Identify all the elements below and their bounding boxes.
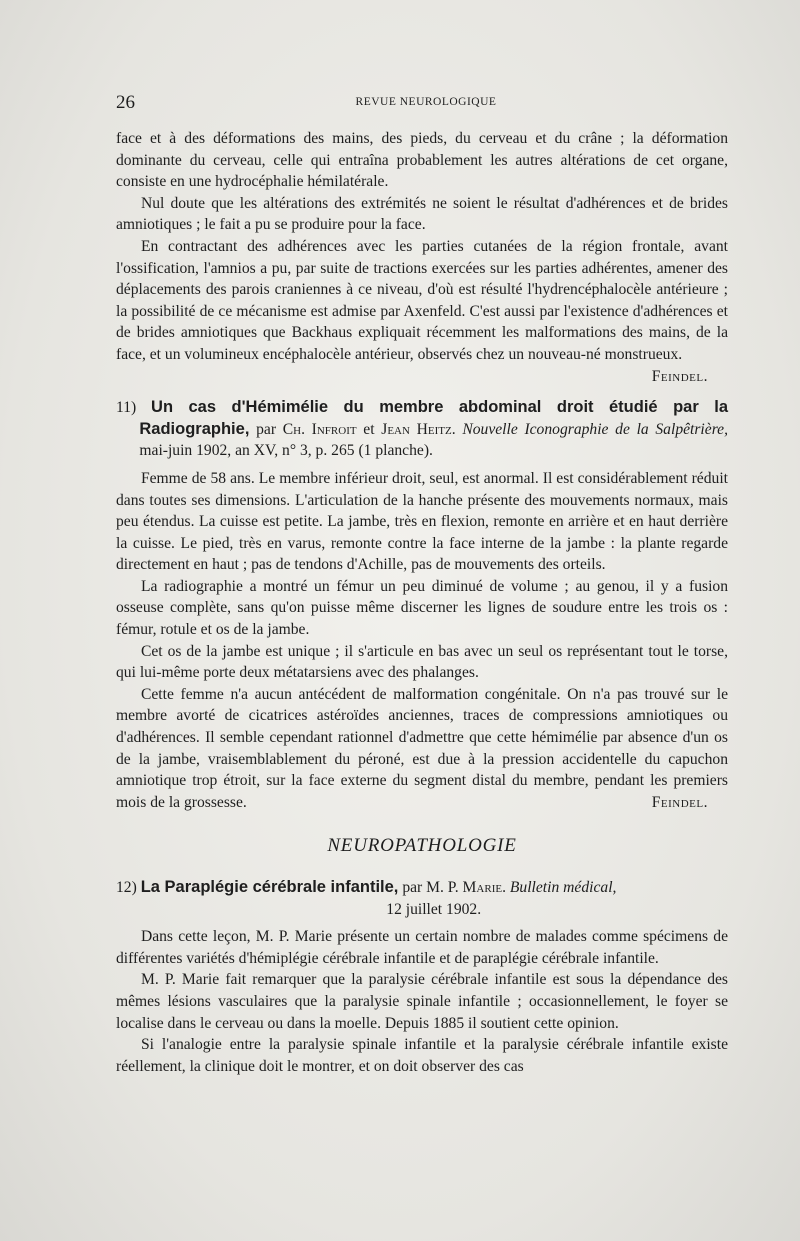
entry-reference: mai-juin 1902, an XV, n° 3, p. 265 (1 planche). <box>139 442 433 460</box>
entry-by: par M. P. <box>402 879 459 896</box>
paragraph-text: Cette femme n'a aucun antécédent de malformation congénitale. On n'a pas trouvé sur le membre avorté de cicatrices astéroïdes anciennes, traces de compressions amniotiques ou d'adhérences. Il semble cependant rationnel d'admettre que cette hémimélie par absence d'un os de la jambe, vraisemblablement du péroné, est due à la pression accidentelle du capuchon amniotique trop étroit, sur la face externe du segment distal du membre, pendant les premiers mois de la grossesse. <box>116 685 728 811</box>
paragraph <box>116 236 728 387</box>
entry-date: 12 juillet 1902. <box>386 900 482 918</box>
paragraph: Femme de 58 ans. Le membre inférieur droit, seul, est anormal. Il est considérablement réduit dans toutes ses dimensions. L'articulation de la hanche présente des mouvements normaux, mais peu étendus. La cuisse est petite. La jambe, très en flexion, remonte en arrière et en haut derrière la cuisse. Le pied, très en varus, remonte contre la face interne de la jambe : la plante regarde directement en haut ; pas de tendons d'Achille, pas de mouvements des orteils. <box>116 469 728 574</box>
paragraph: La radiographie a montré un fémur un peu diminué de volume ; au genou, il y a fusion osseuse complète, sans qu'on puisse même discerner les lignes de soudure entre les trois os : fémur, rotule et os de la jambe. <box>116 577 728 639</box>
paragraph: Nul doute que les altérations des extrémités ne soient le résultat d'adhérences et de brides amniotiques ; le fait a pu se produire pour la face. <box>116 194 728 234</box>
text-column <box>116 128 728 1077</box>
page-number: 26 <box>116 92 135 113</box>
review-entry-11 <box>116 397 728 462</box>
entry-author: Ch. Infroit <box>282 420 357 438</box>
entry-title: La Paraplégie cérébrale infantile, <box>140 878 399 896</box>
signature: Feindel. <box>651 793 708 811</box>
page-header <box>116 92 736 114</box>
review-entry-12 <box>116 877 728 920</box>
paragraph: M. P. Marie fait remarquer que la paralysie cérébrale infantile est sous la dépendance des mêmes lésions vasculaires que la paralysie spinale infantile ; occasionnellement, le foyer se localise dans le cerveau ou dans la moelle. Depuis 1885 il soutient cette opinion. <box>116 971 728 1032</box>
paragraph: Si l'analogie entre la paralysie spinale infantile et la paralysie cérébrale infantile existe réellement, la clinique doit le montrer, et on doit observer des cas <box>116 1036 728 1075</box>
paragraph <box>116 684 728 814</box>
entry-by: par <box>256 420 277 438</box>
entry-number: 12) <box>116 879 137 896</box>
entry-author: Marie. <box>462 879 506 896</box>
entry-title: Un cas d'Hémimélie du membre abdominal droit étudié par la Radiographie, <box>139 398 729 438</box>
entry-journal: Nouvelle Iconographie de la Salpêtrière, <box>462 420 728 438</box>
entry-author: Jean Heitz. <box>381 420 456 438</box>
running-title: REVUE NEUROLOGIQUE <box>355 96 497 108</box>
paragraph: Cet os de la jambe est unique ; il s'articule en bas avec un seul os représentant tout le torse, qui lui-même porte deux métatarsiens avec des phalanges. <box>116 642 728 682</box>
entry-journal: Bulletin médical, <box>509 879 617 896</box>
entry-and: et <box>363 420 375 438</box>
signature: Feindel. <box>651 367 708 385</box>
paragraph-text: En contractant des adhérences avec les parties cutanées de la région frontale, avant l'ossification, l'amnios a pu, par suite de tractions exercées sur les parties adhérentes, amener des déplacements des parois craniennes à ce niveau, d'où est résulté l'hydrencéphalocèle antérieure ; la possibilité de ce mécanisme est admise par Axenfeld. C'est aussi par l'existence d'adhérences et de brides amniotiques que Backhaus expliquait récemment les malformations des mains, de la face, et un volumineux encéphalocèle antérieur, observés chez un nouveau-né monstrueux. <box>116 237 728 363</box>
entry-number: 11) <box>116 399 137 417</box>
paragraph: Dans cette leçon, M. P. Marie présente un certain nombre de malades comme spécimens de différentes variétés d'hémiplégie cérébrale infantile et de paraplégie cérébrale infantile. <box>116 928 728 967</box>
section-heading: NEUROPATHOLOGIE <box>327 835 517 857</box>
paragraph: face et à des déformations des mains, des pieds, du cerveau et du crâne ; la déformation dominante du cerveau, celle qui entraîna probablement les autres altérations de cet organe, consiste en une hydrocéphalie hémilatérale. <box>116 130 728 191</box>
